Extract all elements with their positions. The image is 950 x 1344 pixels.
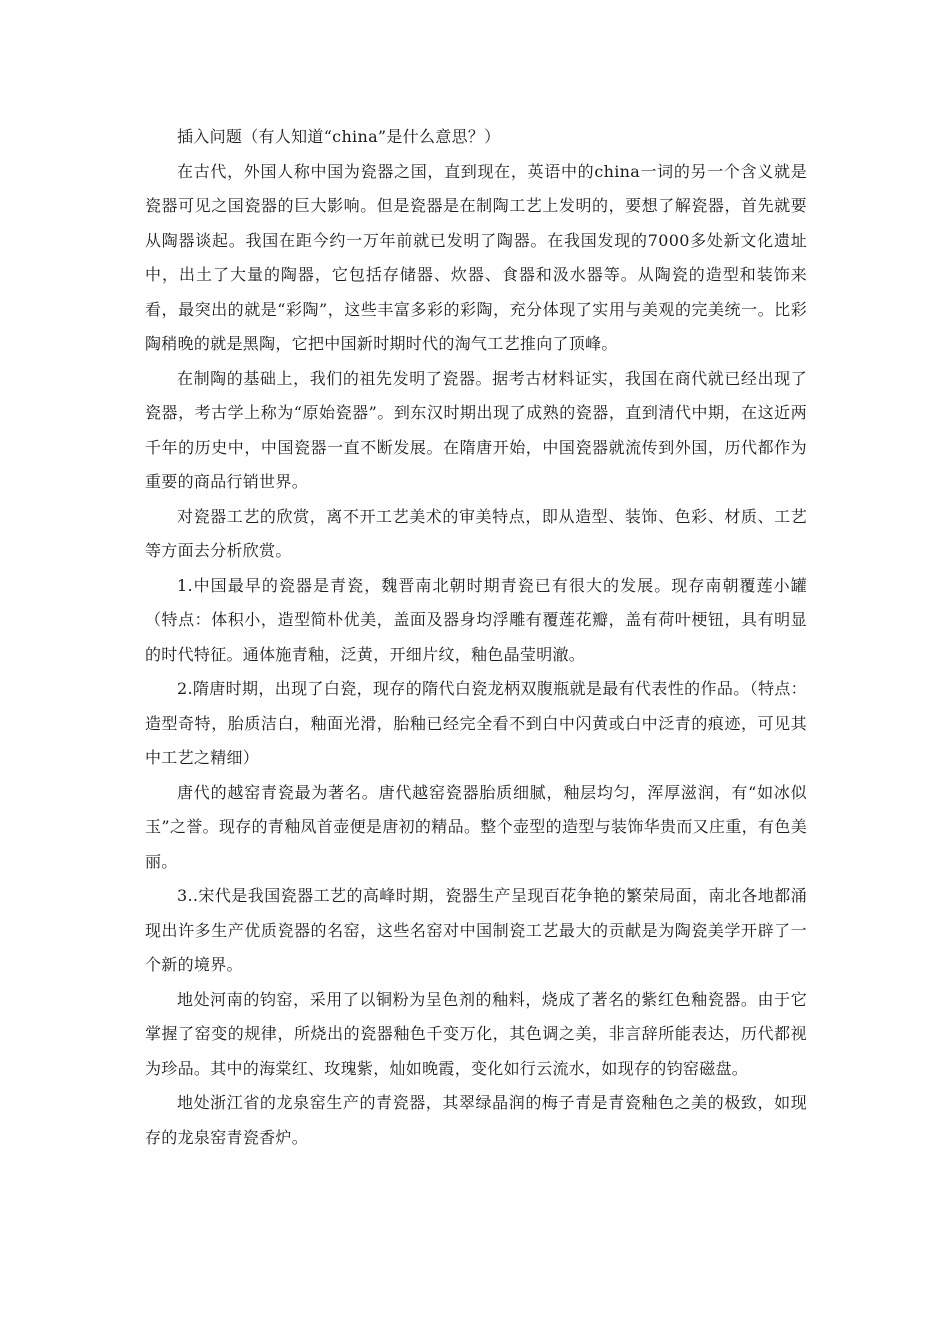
list-paragraph-1: 1.中国最早的瓷器是青瓷，魏晋南北朝时期青瓷已有很大的发展。现存南朝覆莲小罐（特点：体积小，造型简朴优美，盖面及器身均浮雕有覆莲花瓣，盖有荷叶梗钮，具有明显的时代特征。通体施青釉，泛黄，开细片纹，釉色晶莹明澈。 — [145, 575, 807, 664]
body-paragraph: 地处河南的钧窑，采用了以铜粉为呈色剂的釉料，烧成了著名的紫红色釉瓷器。由于它掌握了窑变的规律，所烧出的瓷器釉色千变万化，其色调之美，非言辞所能表达，历代都视为珍品。其中的海棠红、玫瑰紫，灿如晚霞，变化如行云流水，如现存的钧窑磁盘。 — [145, 989, 807, 1078]
body-paragraph: 对瓷器工艺的欣赏，离不开工艺美术的审美特点，即从造型、装饰、色彩、材质、工艺等方面去分析欣赏。 — [145, 506, 807, 560]
body-paragraph: 唐代的越窑青瓷最为著名。唐代越窑瓷器胎质细腻，釉层均匀，浑厚滋润，有“如冰似玉”之誉。现存的青釉凤首壶便是唐初的精品。整个壶型的造型与装饰华贵而又庄重，有色美丽。 — [145, 782, 807, 871]
question-paragraph: 插入问题（有人知道“china”是什么意思？） — [177, 127, 501, 146]
body-paragraph: 在制陶的基础上，我们的祖先发明了瓷器。据考古材料证实，我国在商代就已经出现了瓷器，考古学上称为“原始瓷器”。到东汉时期出现了成熟的瓷器，直到清代中期，在这近两千年的历史中，中国瓷器一直不断发展。在隋唐开始，中国瓷器就流传到外国，历代都作为重要的商品行销世界。 — [145, 368, 807, 491]
body-paragraph: 在古代，外国人称中国为瓷器之国，直到现在，英语中的china一词的另一个含义就是瓷器可见之国瓷器的巨大影响。但是瓷器是在制陶工艺上发明的，要想了解瓷器，首先就要从陶器谈起。我国在距今约一万年前就已发明了陶器。在我国发现的7000多处新文化遗址中，出土了大量的陶器，它包括存储器、炊器、食器和汲水器等。从陶瓷的造型和装饰来看，最突出的就是“彩陶”，这些丰富多彩的彩陶，充分体现了实用与美观的完美统一。比彩陶稍晚的就是黑陶，它把中国新时期时代的淘气工艺推向了顶峰。 — [145, 161, 807, 353]
document-body — [145, 120, 807, 1155]
body-paragraph: 地处浙江省的龙泉窑生产的青瓷器，其翠绿晶润的梅子青是青瓷釉色之美的极致，如现存的龙泉窑青瓷香炉。 — [145, 1093, 807, 1147]
list-paragraph-2: 2.隋唐时期，出现了白瓷，现存的隋代白瓷龙柄双腹瓶就是最有代表性的作品。（特点：造型奇特，胎质洁白，釉面光滑，胎釉已经完全看不到白中闪黄或白中泛青的痕迹，可见其中工艺之精细） — [145, 679, 807, 767]
list-paragraph-3: 3..宋代是我国瓷器工艺的高峰时期，瓷器生产呈现百花争艳的繁荣局面，南北各地都涌现出许多生产优质瓷器的名窑，这些名窑对中国制瓷工艺最大的贡献是为陶瓷美学开辟了一个新的境界。 — [145, 886, 807, 974]
